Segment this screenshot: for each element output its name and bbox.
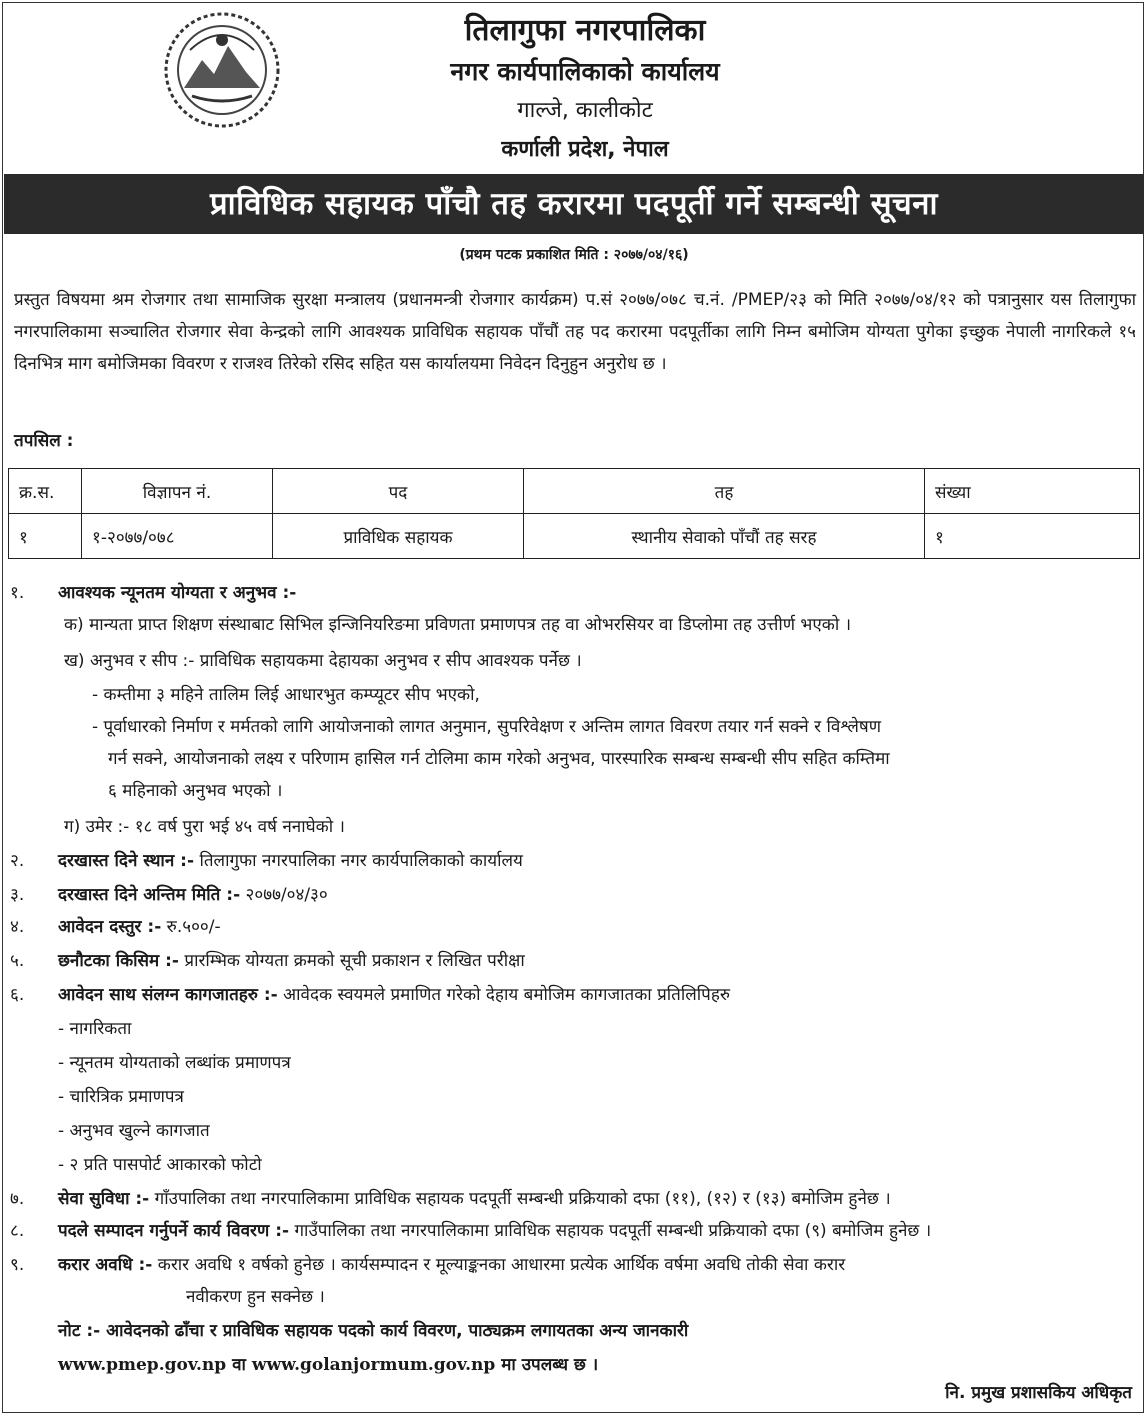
cell-post: प्राविधिक सहायक: [273, 514, 524, 559]
doc-photo: - २ प्रति पासपोर्ट आकारको फोटो: [58, 1155, 262, 1175]
job-description-value: गाउँपालिका तथा नगरपालिकामा प्राविधिक सहायक पदपूर्ती सम्बन्धी प्रक्रियाको दफा (९) बमोजिम हुनेछ ।: [294, 1221, 932, 1241]
selection-type-value: प्रारम्भिक योग्यता क्रमको सूची प्रकाशन र लिखित परीक्षा: [184, 951, 525, 971]
fee-value: रु.५००/-: [166, 917, 221, 937]
selection-type-label: छनौटका किसिम :-: [58, 951, 179, 971]
deadline-label: दरखास्त दिने अन्तिम मिति :-: [58, 885, 241, 905]
col-count: संख्या: [925, 469, 1140, 514]
item-number-7: ७.: [10, 1189, 25, 1209]
item-number-8: ८.: [10, 1221, 25, 1241]
item-number-2: २.: [10, 851, 25, 871]
fee-label: आवेदन दस्तुर :-: [58, 917, 162, 937]
letterhead: [0, 0, 1148, 170]
deadline-value: २०७७/०४/३०: [245, 885, 328, 905]
service-benefits-label: सेवा सुविधा :-: [58, 1189, 150, 1209]
item-number-1: १.: [10, 583, 25, 603]
doc-character-certificate: - चारित्रिक प्रमाणपत्र: [58, 1087, 184, 1107]
col-ad-number: विज्ञापन नं.: [82, 469, 273, 514]
note-end: मा उपलब्ध छ ।: [501, 1355, 599, 1375]
service-benefits: [58, 1186, 891, 1209]
signatory-title: नि. प्रमुख प्रशासकिय अधिकृत: [945, 1383, 1132, 1403]
doc-experience: - अनुभव खुल्ने कागजात: [58, 1121, 210, 1141]
office-address: गाल्जे, कालीकोट: [517, 98, 653, 123]
cell-level: स्थानीय सेवाको पाँचौं तह सरह: [524, 514, 925, 559]
attached-documents-label: आवेदन साथ संलग्न कागजातहरु :-: [58, 985, 278, 1005]
deadline: [58, 882, 328, 905]
province-name: कर्णाली प्रदेश, नेपाल: [501, 137, 669, 162]
qualification-heading: आवश्यक न्यूनतम योग्यता र अनुभव :-: [58, 583, 297, 603]
col-level: तह: [524, 469, 925, 514]
org-name: तिलागुफा नगरपालिका: [464, 13, 706, 48]
service-benefits-value: गाँउपालिका तथा नगरपालिकामा प्राविधिक सहायक पदपूर्ती सम्बन्धी प्रक्रियाको दफा (११), (१२) र (१३) बमोजिम हुनेछ ।: [154, 1189, 891, 1209]
doc-citizenship: - नागरिकता: [58, 1019, 132, 1039]
qualification-kha: ख) अनुभव र सीप :- प्राविधिक सहायकमा देहायका अनुभव र सीप आवश्यक पर्नेछ ।: [64, 651, 582, 671]
attached-documents: [58, 982, 730, 1005]
cell-ad-number: १-२०७७/०७८: [82, 514, 273, 559]
application-place-label: दरखास्त दिने स्थान :-: [58, 851, 195, 871]
attached-documents-value: आवेदक स्वयमले प्रमाणित गरेको देहाय बमोजिम कागजातका प्रतिलिपिहरु: [283, 985, 731, 1005]
item-number-6: ६.: [10, 985, 25, 1005]
skill-computer: - कम्तीमा ३ महिने तालिम लिई आधारभुत कम्प्यूटर सीप भएको,: [92, 685, 480, 705]
nepal-government-emblem-icon: [162, 10, 282, 130]
table-row: [9, 514, 1140, 559]
notice-title: प्राविधिक सहायक पाँचौ तह करारमा पदपूर्ती गर्ने सम्बन्धी सूचना: [4, 174, 1144, 234]
job-description-label: पदले सम्पादन गर्नुपर्ने कार्य विवरण :-: [58, 1221, 290, 1241]
qualification-age: ग) उमेर :- १८ वर्ष पुरा भई ४५ वर्ष ननाघेको ।: [64, 817, 345, 837]
item-number-5: ५.: [10, 951, 25, 971]
contract-period: [58, 1252, 845, 1275]
note-line1: नोट :- आवेदनको ढाँचा र प्राविधिक सहायक पदको कार्य विवरण, पाठ्यक्रम लगायतका अन्य जानकारी: [58, 1321, 689, 1341]
skill-infra-line1: - पूर्वाधारको निर्माण र मर्मतको लागि आयोजनाको लागत अनुमान, सुपरिवेक्षण र अन्तिम लागत विवरण तयार गर्न सक्ने र विश्लेषण: [92, 717, 882, 737]
doc-marksheet: - न्यूनतम योग्यताको लब्धांक प्रमाणपत्र: [58, 1053, 291, 1073]
application-place-value: तिलागुफा नगरपालिका नगर कार्यपालिकाको कार्यालय: [199, 851, 523, 871]
item-number-9: ९.: [10, 1255, 25, 1275]
note-line2: [58, 1352, 598, 1375]
qualification-ka: क) मान्यता प्राप्त शिक्षण संस्थाबाट सिभिल इन्जिनियरिङमा प्रविणता प्रमाणपत्र तह वा ओभरसियर वा डिप्लोमा तह उत्तीर्ण भएको ।: [64, 615, 852, 635]
cell-serial: १: [9, 514, 82, 559]
office-name: नगर कार्यपालिकाको कार्यालय: [450, 57, 720, 86]
application-place: [58, 848, 523, 871]
col-post: पद: [273, 469, 524, 514]
note-or: वा: [232, 1355, 246, 1375]
vacancy-table: [8, 468, 1140, 559]
skill-infra-line2: गर्न सक्ने, आयोजनाको लक्ष्य र परिणाम हासिल गर्न टोलिमा काम गरेको अनुभव, पारस्पारिक सम्बन्ध सम्बन्धी सीप सहित कम्तिमा: [108, 749, 890, 769]
link-municipality[interactable]: www.golanjormum.gov.np: [251, 1355, 496, 1375]
details-heading: तपसिल :: [14, 431, 74, 451]
contract-period-value: करार अवधि १ वर्षको हुनेछ । कार्यसम्पादन र मूल्याङ्कनका आधारमा प्रत्येक आर्थिक वर्षमा अवधि तोकी सेवा करार: [157, 1255, 846, 1275]
selection-type: [58, 948, 525, 971]
contract-period-label: करार अवधि :-: [58, 1255, 153, 1275]
item-number-3: ३.: [10, 885, 25, 905]
col-serial: क्र.स.: [9, 469, 82, 514]
table-header-row: [9, 469, 1140, 514]
link-pmep[interactable]: www.pmep.gov.np: [58, 1355, 227, 1375]
fee: [58, 914, 221, 937]
item-number-4: ४.: [10, 917, 25, 937]
intro-paragraph: प्रस्तुत विषयमा श्रम रोजगार तथा सामाजिक सुरक्षा मन्त्रालय (प्रधानमन्त्री रोजगार कार्यक्रम) प.सं २०७७/०७८ च.नं. /PMEP/२३ को मिति २०७७/०४/१२ को पत्रानुसार यस तिलागुफा नगरपालिकामा सञ्चालित रोजगार सेवा केन्द्रको लागि आवश्यक प्राविधिक सहायक पाँचौं तह पद करारमा पदपूर्तीका लागि निम्न बमोजिम योग्यता पुगेका इच्छुक नेपाली नागरिकले १५ दिनभित्र माग बमोजिमका विवरण र राजश्व तिरेको रसिद सहित यस कार्यालयमा निवेदन दिनुहुन अनुरोध छ ।: [14, 290, 1136, 374]
contract-period-value-line2: नवीकरण हुन सक्नेछ ।: [186, 1287, 325, 1307]
cell-count: १: [925, 514, 1140, 559]
publish-date-note: (प्रथम पटक प्रकाशित मिति : २०७७/०४/१६): [459, 247, 689, 263]
job-description: [58, 1218, 931, 1241]
skill-infra-line3: ६ महिनाको अनुभव भएको ।: [108, 781, 283, 801]
